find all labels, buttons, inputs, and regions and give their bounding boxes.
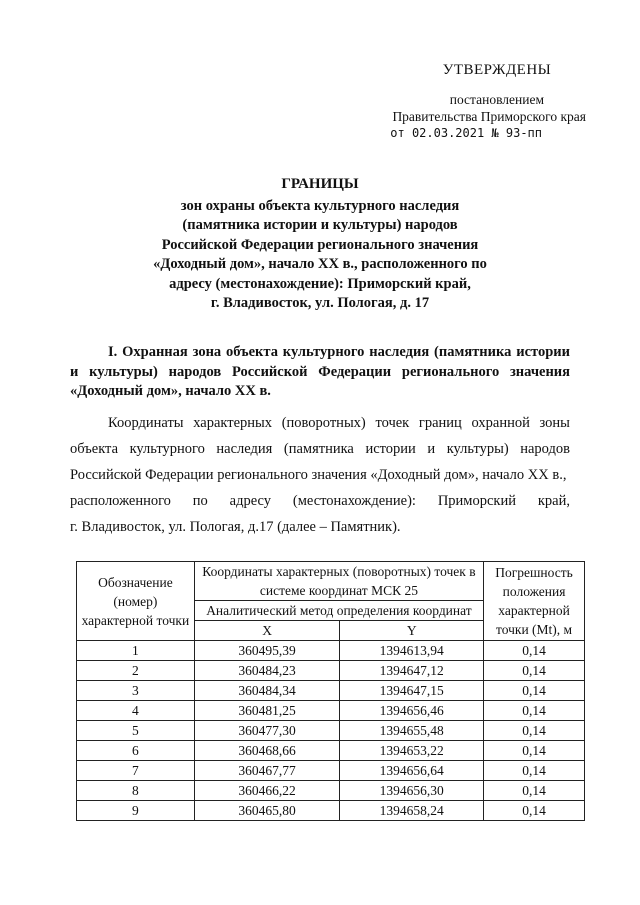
paragraph-word: г. Владивосток, ул. Пологая, д.17 (далее – Памятник). xyxy=(70,519,401,535)
approval-title: УТВЕРЖДЕНЫ xyxy=(442,62,552,78)
cell-x: 360468,66 xyxy=(194,741,340,761)
paragraph-word: расположенного xyxy=(70,493,171,509)
paragraph-word: (памятника xyxy=(283,441,354,457)
table-row xyxy=(77,641,585,661)
cell-x: 360481,25 xyxy=(194,701,340,721)
cell-x: 360465,80 xyxy=(194,801,340,821)
cell-y: 1394656,64 xyxy=(340,761,484,781)
table-row xyxy=(77,721,585,741)
paragraph-word: Российской Федерации регионального значения «Доходный дом», начало XX в., xyxy=(70,467,567,483)
header-x: X xyxy=(194,621,340,641)
cell-y: 1394647,15 xyxy=(340,681,484,701)
paragraph-line xyxy=(70,462,570,488)
approval-line-resolution: постановлением xyxy=(449,92,544,107)
cell-error: 0,14 xyxy=(484,721,585,741)
cell-error: 0,14 xyxy=(484,701,585,721)
cell-point-number: 7 xyxy=(77,761,195,781)
cell-point-number: 6 xyxy=(77,741,195,761)
heading-line: (памятника истории и культуры) народов xyxy=(182,217,458,233)
header-error: Погрешность положения характерной точки (Mt), м xyxy=(484,562,585,641)
table-row xyxy=(77,801,585,821)
cell-point-number: 3 xyxy=(77,681,195,701)
paragraph-word: характерных xyxy=(193,415,273,431)
heading-line: «Доходный дом», начало XX в., расположенного по xyxy=(153,256,487,272)
paragraph-word: народов xyxy=(520,441,570,457)
document-heading xyxy=(70,175,570,314)
paragraph-word: культурного xyxy=(129,441,205,457)
table-row xyxy=(77,701,585,721)
cell-error: 0,14 xyxy=(484,741,585,761)
cell-point-number: 9 xyxy=(77,801,195,821)
cell-y: 1394656,46 xyxy=(340,701,484,721)
cell-point-number: 8 xyxy=(77,781,195,801)
table-row xyxy=(77,741,585,761)
paragraph-word: Координаты xyxy=(108,415,184,431)
paragraph-line xyxy=(70,514,570,540)
cell-error: 0,14 xyxy=(484,781,585,801)
paragraph-line xyxy=(70,488,570,514)
cell-error: 0,14 xyxy=(484,641,585,661)
table-row xyxy=(77,781,585,801)
header-point: Обозначение (номер) характерной точки xyxy=(77,562,195,641)
cell-error: 0,14 xyxy=(484,801,585,821)
cell-x: 360466,22 xyxy=(194,781,340,801)
paragraph-word: культуры) xyxy=(446,441,509,457)
header-coordinates: Координаты характерных (поворотных) точек в системе координат МСК 25 xyxy=(194,562,483,601)
paragraph-word: и xyxy=(427,441,436,457)
cell-y: 1394647,12 xyxy=(340,661,484,681)
cell-y: 1394655,48 xyxy=(340,721,484,741)
cell-y: 1394613,94 xyxy=(340,641,484,661)
paragraph-line xyxy=(70,410,570,436)
paragraph-word: объекта xyxy=(70,441,119,457)
paragraph-word: Приморский xyxy=(437,493,516,509)
approval-block xyxy=(360,62,600,142)
cell-x: 360467,77 xyxy=(194,761,340,781)
cell-x: 360484,23 xyxy=(194,661,340,681)
cell-point-number: 5 xyxy=(77,721,195,741)
cell-error: 0,14 xyxy=(484,661,585,681)
paragraph-word: границ xyxy=(418,415,462,431)
header-method: Аналитический метод определения координат xyxy=(194,601,483,621)
table-row xyxy=(77,681,585,701)
cell-y: 1394656,30 xyxy=(340,781,484,801)
paragraph-word: край, xyxy=(537,493,570,509)
cell-x: 360495,39 xyxy=(194,641,340,661)
paragraph-word: охранной xyxy=(471,415,530,431)
cell-x: 360477,30 xyxy=(194,721,340,741)
paragraph-word: по xyxy=(192,493,208,509)
coordinates-table xyxy=(76,561,585,821)
paragraph-word: (местонахождение): xyxy=(292,493,416,509)
table-row xyxy=(77,761,585,781)
paragraph-word: зоны xyxy=(539,415,570,431)
heading-line: адресу (местонахождение): Приморский край, xyxy=(169,275,471,292)
section-title: I. Охранная зона объекта культурного наследия (памятника истории и культуры) народов Российской Федерации регионального значения «Доходный дом», начало XX в. xyxy=(70,344,570,399)
paragraph-word: точек xyxy=(375,415,410,431)
paragraph-word: наследия xyxy=(216,441,273,457)
heading-line: зон охраны объекта культурного наследия xyxy=(180,197,460,214)
table-body xyxy=(77,641,585,821)
cell-point-number: 1 xyxy=(77,641,195,661)
coordinates-paragraph xyxy=(70,410,570,540)
paragraph-line xyxy=(70,436,570,462)
heading-line: Российской Федерации регионального значения xyxy=(161,236,479,253)
cell-y: 1394658,24 xyxy=(340,801,484,821)
header-y: Y xyxy=(340,621,484,641)
cell-y: 1394653,22 xyxy=(340,741,484,761)
cell-x: 360484,34 xyxy=(194,681,340,701)
cell-error: 0,14 xyxy=(484,681,585,701)
cell-point-number: 2 xyxy=(77,661,195,681)
cell-point-number: 4 xyxy=(77,701,195,721)
table-row xyxy=(77,661,585,681)
approval-line-government: Правительства Приморского края xyxy=(392,109,586,124)
heading-title: ГРАНИЦЫ xyxy=(281,176,359,192)
cell-error: 0,14 xyxy=(484,761,585,781)
heading-line: г. Владивосток, ул. Пологая, д. 17 xyxy=(210,295,430,311)
paragraph-word: адресу xyxy=(229,493,272,509)
approval-date-line: от 02.03.2021 № 93-пп xyxy=(390,126,542,140)
paragraph-word: истории xyxy=(365,441,416,457)
paragraph-word: (поворотных) xyxy=(281,415,366,431)
